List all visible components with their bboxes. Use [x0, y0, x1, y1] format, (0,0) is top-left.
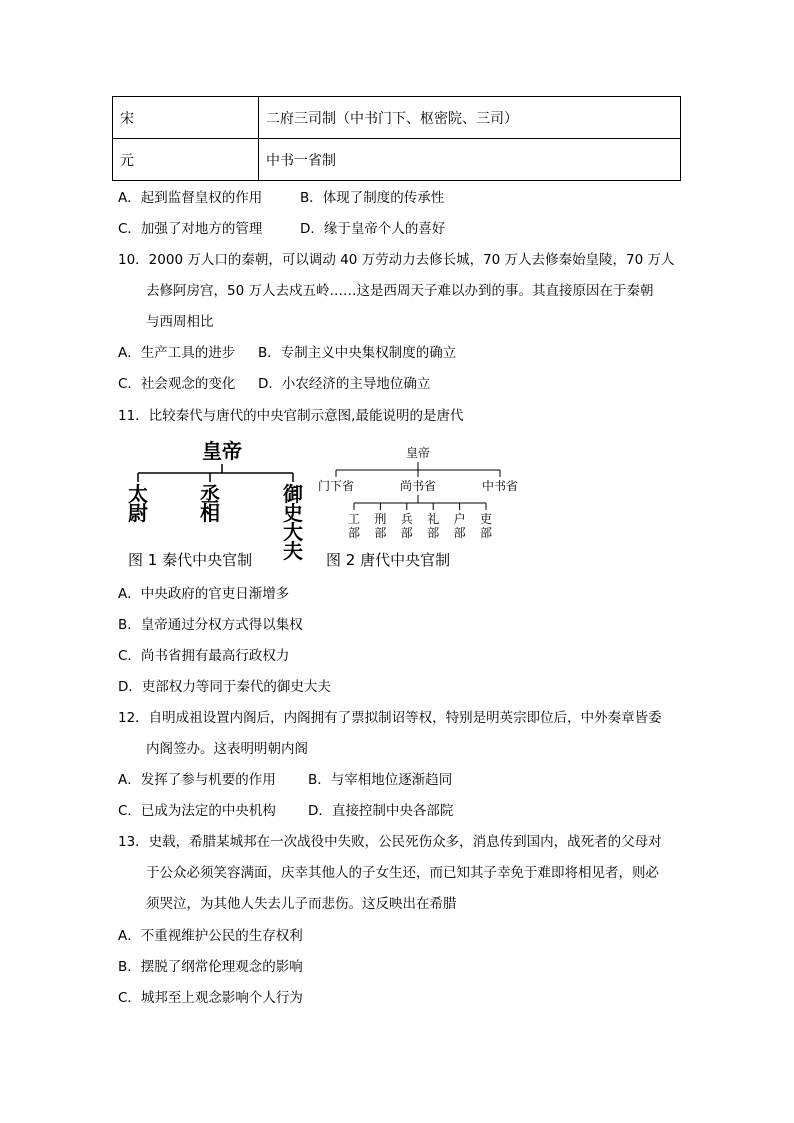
qin-caption: 图 1 秦代中央官制 — [128, 551, 253, 569]
q13-option-a: A．不重视维护公民的生存权利 — [118, 928, 303, 944]
q11-option-c: C．尚书省拥有最高行政权力 — [118, 648, 290, 664]
table-row — [113, 139, 681, 181]
tang-ministry-char: 部 — [453, 526, 466, 540]
tang-caption: 图 2 唐代中央官制 — [326, 551, 451, 569]
system-cell: 二府三司制（中书门下、枢密院、三司） — [259, 97, 681, 139]
dynasty-cell: 元 — [113, 139, 259, 181]
tang-emperor: 皇帝 — [405, 446, 431, 460]
qin-taiwei-char1: 太 — [128, 482, 148, 506]
tang-ministry-char: 兵 — [400, 512, 413, 526]
tang-ministry-char: 部 — [347, 526, 361, 540]
q10-option-d: D．小农经济的主导地位确立 — [258, 376, 431, 392]
q9-option-d: D．缘于皇帝个人的喜好 — [300, 221, 446, 237]
tang-ministry-char: 户 — [453, 512, 466, 526]
q12-option-b: B．与宰相地位逐渐趋同 — [308, 772, 453, 788]
qin-taiwei-char2: 尉 — [128, 501, 148, 525]
qin-yushi-char1: 御 — [283, 482, 303, 506]
q13-option-b: B．摆脱了纲常伦理观念的影响 — [118, 959, 303, 975]
q10-stem-line1: 10．2000 万人口的秦朝，可以调动 40 万劳动力去修长城，70 万人去修秦始皇陵，70 万人 — [118, 252, 675, 268]
q9-option-a: A．起到监督皇权的作用 — [118, 190, 263, 206]
q10-stem-line2: 去修阿房宫，50 万人去戍五岭……这是西周天子难以办到的事。其直接原因在于秦朝 — [146, 283, 654, 299]
q10-option-b: B．专制主义中央集权制度的确立 — [258, 345, 457, 361]
tang-ministry-char: 工 — [347, 512, 361, 526]
tang-zhongshu: 中书省 — [481, 479, 519, 493]
q10-option-c: C．社会观念的变化 — [118, 376, 236, 392]
official-system-diagram — [118, 439, 519, 570]
q10-option-a: A．生产工具的进步 — [118, 345, 236, 361]
q13-option-c: C．城邦至上观念影响个人行为 — [118, 990, 303, 1006]
qin-yushi-char2: 史 — [283, 501, 303, 525]
qin-emperor: 皇帝 — [202, 439, 242, 463]
tang-ministry-char: 部 — [400, 526, 413, 540]
q13-stem-line1: 13．史载，希腊某城邦在一次战役中失败，公民死伤众多，消息传到国内，战死者的父母对 — [118, 834, 662, 850]
table-row — [113, 97, 681, 139]
tang-ministry-char: 礼 — [427, 512, 440, 526]
dynasty-cell: 宋 — [113, 97, 259, 139]
tang-ministry-char: 刑 — [374, 512, 387, 526]
tang-ministry-char: 部 — [427, 526, 440, 540]
tang-shangshu: 尚书省 — [399, 479, 437, 493]
q12-option-c: C．已成为法定的中央机构 — [118, 803, 276, 819]
q11-stem: 11．比较秦代与唐代的中央官制示意图,最能说明的是唐代 — [118, 408, 464, 424]
q12-stem-line2: 内阁签办。这表明明朝内阁 — [146, 741, 308, 757]
tang-diagram — [318, 445, 518, 540]
dynasty-system-table — [112, 96, 681, 181]
tang-ministry-char: 吏 — [479, 512, 493, 526]
q9-option-c: C．加强了对地方的管理 — [118, 221, 263, 237]
tang-menxia: 门下省 — [317, 479, 355, 493]
q12-stem-line1: 12．自明成祖设置内阁后，内阁拥有了票拟制诏等权，特别是明英宗即位后，中外奏章皆委 — [118, 710, 662, 726]
qin-chengxiang-char1: 丞 — [200, 482, 220, 506]
q13-stem-line2: 于公众必须笑容满面，庆幸其他人的子女生还，而已知其子幸免于难即将相见者，则必 — [146, 865, 659, 881]
q13-stem-line3: 须哭泣，为其他人失去儿子而悲伤。这反映出在希腊 — [146, 896, 457, 912]
q10-stem-line3: 与西周相比 — [146, 314, 214, 330]
q12-option-d: D．直接控制中央各部院 — [308, 803, 454, 819]
qin-yushi-char4: 夫 — [283, 539, 303, 563]
q11-option-b: B．皇帝通过分权方式得以集权 — [118, 617, 303, 633]
qin-chengxiang-char2: 相 — [200, 501, 220, 525]
tang-ministry-char: 部 — [374, 526, 387, 540]
qin-diagram — [128, 439, 303, 563]
q11-option-d: D．吏部权力等同于秦代的御史大夫 — [118, 679, 331, 695]
tang-ministry-char: 部 — [479, 526, 493, 540]
q9-option-b: B．体现了制度的传承性 — [300, 190, 445, 206]
system-cell: 中书一省制 — [259, 139, 681, 181]
qin-yushi-char3: 大 — [283, 520, 303, 544]
q12-option-a: A．发挥了参与机要的作用 — [118, 772, 276, 788]
q11-option-a: A．中央政府的官吏日渐增多 — [118, 586, 290, 602]
